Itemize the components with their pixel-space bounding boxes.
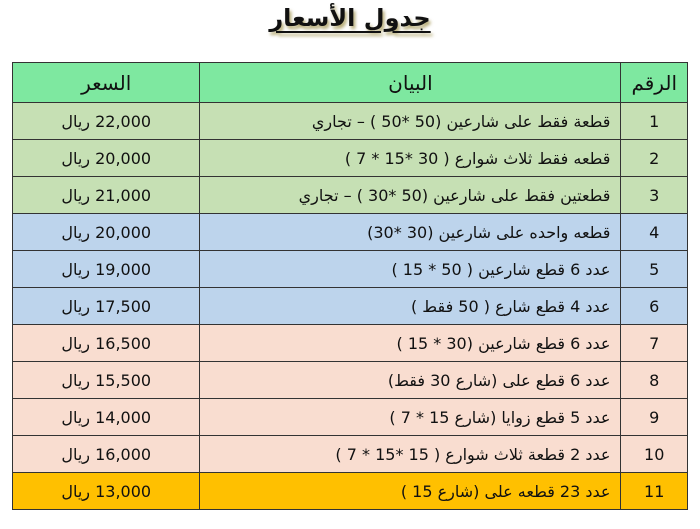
header-number: الرقم bbox=[621, 63, 688, 103]
row-price: 17,500 ريال bbox=[13, 288, 200, 325]
row-description: عدد 4 قطع شارع ( 50 فقط ) bbox=[200, 288, 621, 325]
row-price: 20,000 ريال bbox=[13, 140, 200, 177]
row-price: 16,000 ريال bbox=[13, 436, 200, 473]
row-description: عدد 23 قطعه على (شارع 15 ) bbox=[200, 473, 621, 510]
table-row bbox=[13, 362, 688, 399]
row-number: 7 bbox=[621, 325, 688, 362]
table-row bbox=[13, 140, 688, 177]
table-row bbox=[13, 177, 688, 214]
row-price: 21,000 ريال bbox=[13, 177, 200, 214]
header-description: البيان bbox=[200, 63, 621, 103]
row-number: 11 bbox=[621, 473, 688, 510]
row-description: عدد 6 قطع شارعين ( 50 * 15 ) bbox=[200, 251, 621, 288]
row-number: 5 bbox=[621, 251, 688, 288]
row-number: 4 bbox=[621, 214, 688, 251]
row-description: قطعه فقط ثلاث شوارع ( 30 *15 * 7 ) bbox=[200, 140, 621, 177]
row-number: 10 bbox=[621, 436, 688, 473]
row-price: 20,000 ريال bbox=[13, 214, 200, 251]
row-description: قطعة فقط على شارعين (50 *50 ) – تجاري bbox=[200, 103, 621, 140]
row-price: 16,500 ريال bbox=[13, 325, 200, 362]
row-description: عدد 2 قطعة ثلاث شوارع ( 15 *15 * 7 ) bbox=[200, 436, 621, 473]
row-price: 14,000 ريال bbox=[13, 399, 200, 436]
row-description: عدد 6 قطع شارعين (30 * 15 ) bbox=[200, 325, 621, 362]
row-number: 1 bbox=[621, 103, 688, 140]
row-price: 19,000 ريال bbox=[13, 251, 200, 288]
table-row bbox=[13, 399, 688, 436]
row-description: عدد 6 قطع على (شارع 30 فقط) bbox=[200, 362, 621, 399]
row-price: 22,000 ريال bbox=[13, 103, 200, 140]
row-number: 9 bbox=[621, 399, 688, 436]
table-row bbox=[13, 214, 688, 251]
row-description: قطعتين فقط على شارعين (50 *30 ) – تجاري bbox=[200, 177, 621, 214]
row-number: 3 bbox=[621, 177, 688, 214]
page-title: جدول الأسعار bbox=[269, 4, 431, 32]
table-row bbox=[13, 251, 688, 288]
row-description: قطعه واحده على شارعين (30 *30) bbox=[200, 214, 621, 251]
row-description: عدد 5 قطع زوايا (شارع 15 * 7 ) bbox=[200, 399, 621, 436]
row-number: 6 bbox=[621, 288, 688, 325]
table-row bbox=[13, 325, 688, 362]
table-row bbox=[13, 436, 688, 473]
table-header-row bbox=[13, 63, 688, 103]
row-price: 13,000 ريال bbox=[13, 473, 200, 510]
price-table bbox=[12, 62, 688, 510]
table-row bbox=[13, 288, 688, 325]
table-row bbox=[13, 473, 688, 510]
table-row bbox=[13, 103, 688, 140]
row-number: 8 bbox=[621, 362, 688, 399]
row-number: 2 bbox=[621, 140, 688, 177]
header-price: السعر bbox=[13, 63, 200, 103]
row-price: 15,500 ريال bbox=[13, 362, 200, 399]
